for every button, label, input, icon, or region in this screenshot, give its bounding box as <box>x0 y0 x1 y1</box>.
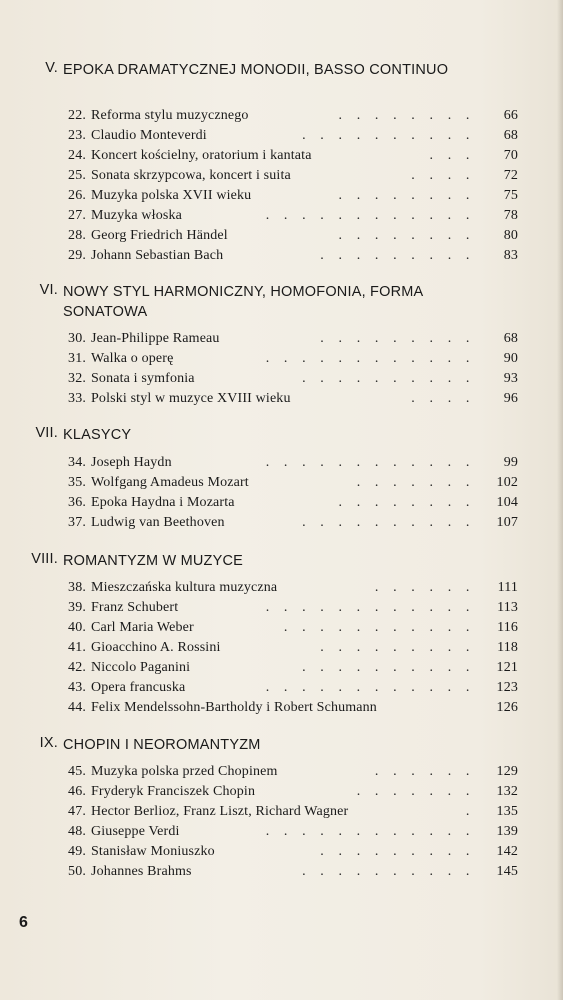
entry-title: Reforma stylu muzycznego <box>91 108 249 123</box>
entry-number: 45. <box>68 764 86 779</box>
toc-entry <box>0 638 563 658</box>
entry-number: 25. <box>68 168 86 183</box>
entry-page: 93 <box>503 371 518 386</box>
section-number: IX. <box>39 735 58 751</box>
toc-entry <box>0 473 563 493</box>
entry-number: 36. <box>68 495 86 510</box>
entry-title: Johannes Brahms <box>91 864 192 879</box>
section-heading <box>0 425 563 445</box>
entry-title: Hector Berlioz, Franz Liszt, Richard Wagner <box>91 804 349 819</box>
entry-page: 142 <box>496 844 518 859</box>
entry-page: 66 <box>503 108 518 123</box>
dot-leader: . <box>465 804 475 819</box>
section-title: ROMANTYZM W MUZYCE <box>63 553 244 569</box>
dot-leader: . . . . <box>411 391 475 406</box>
section-number: VIII. <box>31 551 58 567</box>
entry-title: Georg Friedrich Händel <box>91 228 228 243</box>
entry-number: 34. <box>68 455 86 470</box>
entry-title: Epoka Haydna i Mozarta <box>91 495 235 510</box>
toc-entry <box>0 513 563 533</box>
dot-leader: . . . . . . . <box>356 784 475 799</box>
entry-number: 32. <box>68 371 86 386</box>
entry-title: Gioacchino A. Rossini <box>91 640 221 655</box>
page-number: 6 <box>19 914 28 931</box>
toc-entry <box>0 226 563 246</box>
entry-number: 41. <box>68 640 86 655</box>
entry-page: 99 <box>503 455 518 470</box>
dot-leader: . . . . . . . . . . . <box>283 620 475 635</box>
toc-entry <box>0 126 563 146</box>
entry-number: 38. <box>68 580 86 595</box>
dot-leader: . . . . . . . . . . <box>302 371 475 386</box>
dot-leader: . . . . . . . . . . . . <box>265 208 475 223</box>
entry-number: 44. <box>68 700 86 715</box>
entry-page: 123 <box>496 680 518 695</box>
entry-title: Muzyka polska przed Chopinem <box>91 764 278 779</box>
toc-entry <box>0 698 563 718</box>
toc-entry <box>0 186 563 206</box>
entry-number: 30. <box>68 331 86 346</box>
toc-entry <box>0 842 563 862</box>
toc-entry <box>0 762 563 782</box>
entry-title: Stanisław Moniuszko <box>91 844 215 859</box>
entry-page: 145 <box>496 864 518 879</box>
section-title: NOWY STYL HARMONICZNY, HOMOFONIA, FORMA SONATOWA <box>63 284 423 320</box>
dot-leader: . . . . . . . . . . . . <box>265 600 475 615</box>
toc-section-v <box>0 60 563 80</box>
entry-number: 48. <box>68 824 86 839</box>
entry-title: Joseph Haydn <box>91 455 172 470</box>
toc-entry <box>0 802 563 822</box>
entry-page: 135 <box>496 804 518 819</box>
toc-entry <box>0 658 563 678</box>
section-heading <box>0 60 563 80</box>
entry-title: Polski styl w muzyce XVIII wieku <box>91 391 291 406</box>
toc-entry <box>0 598 563 618</box>
entry-page: 78 <box>503 208 518 223</box>
entry-number: 39. <box>68 600 86 615</box>
entry-title: Sonata i symfonia <box>91 371 195 386</box>
dot-leader: . . . . . . <box>374 764 475 779</box>
dot-leader: . . . . . . . . . . . . <box>265 351 475 366</box>
entry-number: 47. <box>68 804 86 819</box>
toc-entry <box>0 782 563 802</box>
dot-leader: . . . . . . . . . . . . <box>265 455 475 470</box>
dot-leader: . . . . . . . . . <box>320 844 475 859</box>
toc-entry <box>0 369 563 389</box>
toc-entry <box>0 106 563 126</box>
toc-entry <box>0 246 563 266</box>
entry-number: 33. <box>68 391 86 406</box>
entry-page: 111 <box>497 580 518 595</box>
toc-section-viii <box>0 551 563 571</box>
entry-page: 72 <box>503 168 518 183</box>
entry-page: 68 <box>503 331 518 346</box>
entry-number: 22. <box>68 108 86 123</box>
toc-section-vi <box>0 282 563 320</box>
toc-entry <box>0 578 563 598</box>
dot-leader: . . . . . . . . <box>338 108 475 123</box>
entry-number: 29. <box>68 248 86 263</box>
section-title: EPOKA DRAMATYCZNEJ MONODII, BASSO CONTINUO <box>63 62 449 78</box>
toc-entry <box>0 206 563 226</box>
entry-page: 70 <box>503 148 518 163</box>
toc-entry <box>0 822 563 842</box>
entry-page: 104 <box>496 495 518 510</box>
dot-leader: . . . . . . . . . . <box>302 660 475 675</box>
toc-entry <box>0 146 563 166</box>
entry-page: 83 <box>503 248 518 263</box>
entry-page: 132 <box>496 784 518 799</box>
section-title: KLASYCY <box>63 427 132 443</box>
toc-entry <box>0 349 563 369</box>
entry-page: 129 <box>496 764 518 779</box>
dot-leader: . . . . . . . . . . <box>302 128 475 143</box>
dot-leader: . . . . . . . . . <box>320 331 475 346</box>
entry-title: Fryderyk Franciszek Chopin <box>91 784 256 799</box>
entry-title: Claudio Monteverdi <box>91 128 207 143</box>
entry-page: 139 <box>496 824 518 839</box>
toc-entry <box>0 862 563 882</box>
section-heading <box>0 551 563 571</box>
dot-leader: . . . . . . . . <box>338 495 475 510</box>
toc-entry <box>0 453 563 473</box>
toc-section-vii <box>0 425 563 445</box>
entry-number: 23. <box>68 128 86 143</box>
toc-section-ix <box>0 735 563 755</box>
entry-number: 42. <box>68 660 86 675</box>
entry-title: Niccolo Paganini <box>91 660 191 675</box>
entry-page: 116 <box>497 620 518 635</box>
toc-entry <box>0 329 563 349</box>
dot-leader: . . . . . . . . . . <box>302 864 475 879</box>
dot-leader: . . . . . . . . . . . . <box>265 680 475 695</box>
entry-title: Wolfgang Amadeus Mozart <box>91 475 249 490</box>
dot-leader: . . . . . . . . . . . . <box>265 824 475 839</box>
dot-leader: . . . . . . . . <box>338 188 475 203</box>
toc-entry <box>0 166 563 186</box>
toc-entry <box>0 618 563 638</box>
entry-page: 90 <box>503 351 518 366</box>
entry-title: Walka o operę <box>91 351 174 366</box>
entry-number: 40. <box>68 620 86 635</box>
entry-title: Sonata skrzypcowa, koncert i suita <box>91 168 291 183</box>
dot-leader: . . . . . . . . . . <box>302 515 475 530</box>
entry-number: 49. <box>68 844 86 859</box>
toc-entry <box>0 389 563 409</box>
section-heading <box>0 735 563 755</box>
section-title: CHOPIN I NEOROMANTYZM <box>63 737 261 753</box>
entry-title: Muzyka włoska <box>91 208 182 223</box>
dot-leader: . . . <box>429 148 475 163</box>
entry-number: 28. <box>68 228 86 243</box>
entry-number: 43. <box>68 680 86 695</box>
entry-number: 27. <box>68 208 86 223</box>
entry-title: Johann Sebastian Bach <box>91 248 224 263</box>
entry-page: 102 <box>496 475 518 490</box>
entry-page: 80 <box>503 228 518 243</box>
entry-number: 37. <box>68 515 86 530</box>
entry-number: 31. <box>68 351 86 366</box>
entry-page: 113 <box>497 600 518 615</box>
entry-title: Muzyka polska XVII wieku <box>91 188 252 203</box>
entry-page: 96 <box>503 391 518 406</box>
entry-title: Opera francuska <box>91 680 186 695</box>
section-number: V. <box>45 60 58 76</box>
entry-number: 26. <box>68 188 86 203</box>
entry-number: 46. <box>68 784 86 799</box>
entry-title: Ludwig van Beethoven <box>91 515 225 530</box>
dot-leader: . . . . . . . . . <box>320 640 475 655</box>
entry-number: 35. <box>68 475 86 490</box>
entry-title: Jean-Philippe Rameau <box>91 331 220 346</box>
dot-leader: . . . . . . <box>374 580 475 595</box>
entry-title: Felix Mendelssohn-Bartholdy i Robert Schumann <box>91 700 377 715</box>
section-number: VII. <box>35 425 58 441</box>
entry-number: 24. <box>68 148 86 163</box>
entry-page: 107 <box>496 515 518 530</box>
section-heading <box>0 282 563 320</box>
dot-leader: . . . . <box>411 168 475 183</box>
entry-page: 118 <box>497 640 518 655</box>
entry-page: 121 <box>496 660 518 675</box>
entry-title: Mieszczańska kultura muzyczna <box>91 580 278 595</box>
entry-title: Giuseppe Verdi <box>91 824 180 839</box>
dot-leader: . . . . . . . <box>356 475 475 490</box>
entry-page: 75 <box>503 188 518 203</box>
section-number: VI. <box>39 282 58 298</box>
toc-entry <box>0 678 563 698</box>
entry-page: 68 <box>503 128 518 143</box>
dot-leader: . . . . . . . . . <box>320 248 475 263</box>
entry-title: Carl Maria Weber <box>91 620 194 635</box>
toc-entry <box>0 493 563 513</box>
dot-leader: . . . . . . . . <box>338 228 475 243</box>
entry-page: 126 <box>496 700 518 715</box>
entry-number: 50. <box>68 864 86 879</box>
entry-title: Franz Schubert <box>91 600 179 615</box>
entry-title: Koncert kościelny, oratorium i kantata <box>91 148 312 163</box>
